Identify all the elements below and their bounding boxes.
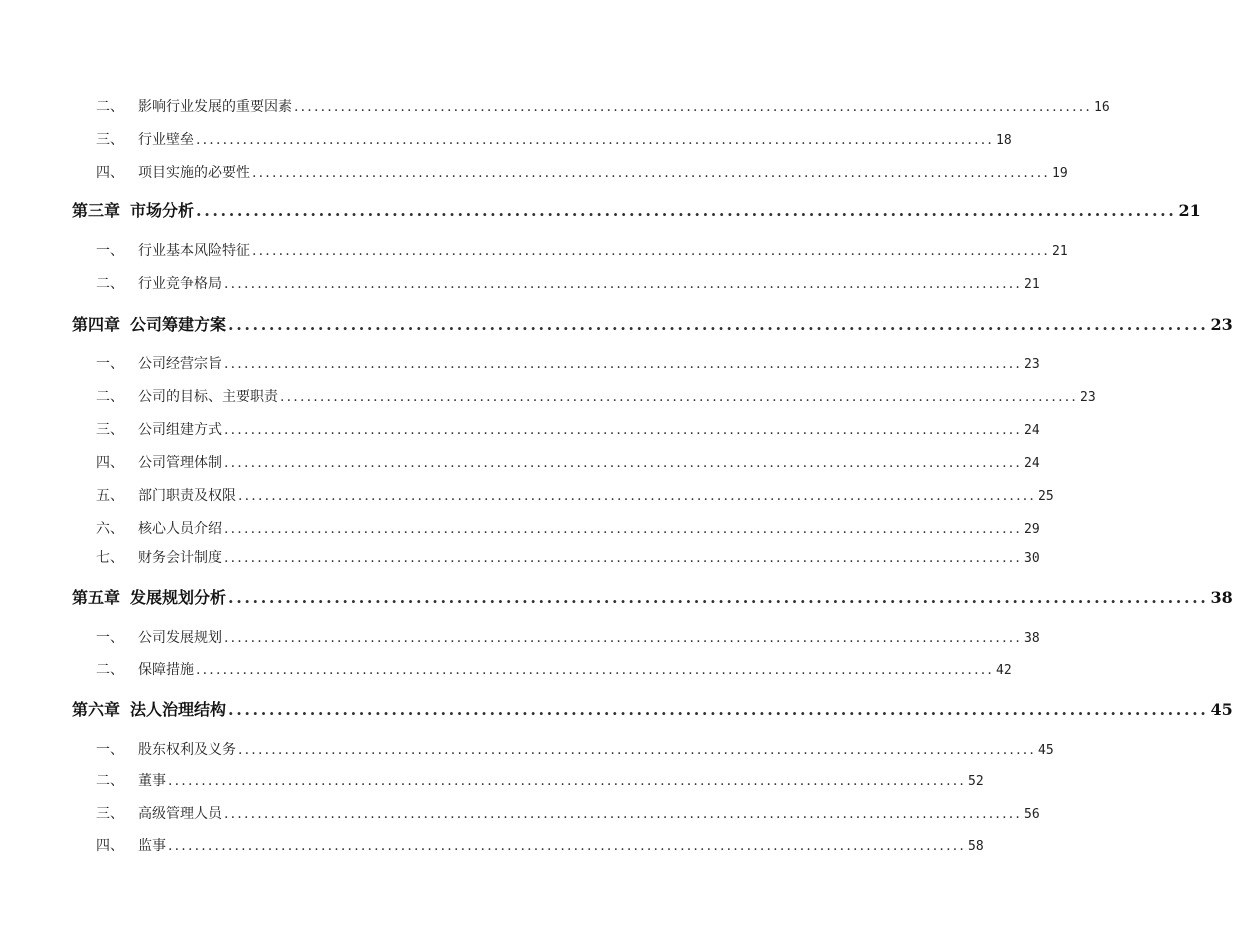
dot-leader: ........................................................................................................................ [238, 488, 1037, 504]
dot-leader: ........................................................................................................................ [224, 806, 1023, 822]
toc-entry[interactable] [96, 273, 1040, 293]
toc-entry-page: 38 [1024, 631, 1040, 646]
toc-entry[interactable] [96, 627, 1040, 647]
toc-chapter-title: 法人治理结构 [130, 700, 227, 719]
toc-entry[interactable] [96, 240, 1068, 260]
toc-entry-number: 四、 [96, 455, 124, 471]
toc-entry-number: 三、 [96, 132, 124, 148]
toc-entry-title: 财务会计制度 [138, 550, 222, 566]
toc-entry[interactable] [96, 547, 1040, 567]
toc-entry-title: 行业基本风险特征 [138, 243, 250, 259]
dot-leader: ........................................................................................................................ [196, 662, 995, 678]
toc-entry-page: 24 [1024, 456, 1040, 471]
dot-leader: ........................................................................................................................ [224, 422, 1023, 438]
dot-leader: ........................................................................................................................ [228, 315, 1209, 334]
dot-leader: ........................................................................................................................ [228, 588, 1209, 607]
toc-chapter-number: 第四章 [72, 315, 121, 334]
toc-entry-page: 45 [1038, 743, 1054, 758]
toc-entry-number: 五、 [96, 488, 124, 504]
toc-entry-title: 行业竞争格局 [138, 276, 222, 292]
toc-entry-page: 30 [1024, 551, 1040, 566]
toc-chapter-title: 公司筹建方案 [130, 315, 227, 334]
toc-entry-number: 二、 [96, 389, 124, 405]
toc-entry-number: 七、 [96, 550, 124, 566]
toc-entry-title: 影响行业发展的重要因素 [138, 99, 292, 115]
toc-entry-number: 一、 [96, 356, 124, 372]
dot-leader: ........................................................................................................................ [224, 276, 1023, 292]
dot-leader: ........................................................................................................................ [224, 521, 1023, 537]
toc-entry-page: 52 [968, 774, 984, 789]
toc-entry[interactable] [96, 659, 1012, 679]
dot-leader: ........................................................................................................................ [196, 132, 995, 148]
toc-entry-number: 一、 [96, 243, 124, 259]
toc-entry[interactable] [96, 835, 984, 855]
dot-leader: ........................................................................................................................ [238, 742, 1037, 758]
toc-chapter-page: 21 [1178, 201, 1201, 220]
toc-entry-number: 二、 [96, 773, 124, 789]
dot-leader: ........................................................................................................................ [280, 389, 1079, 405]
toc-entry-page: 56 [1024, 807, 1040, 822]
dot-leader: ........................................................................................................................ [294, 99, 1093, 115]
toc-entry-page: 21 [1052, 244, 1068, 259]
toc-chapter-entry[interactable] [72, 585, 1233, 608]
toc-entry-title: 公司组建方式 [138, 422, 222, 438]
toc-entry-page: 58 [968, 839, 984, 854]
toc-entry-title: 公司发展规划 [138, 630, 222, 646]
dot-leader: ........................................................................................................................ [196, 201, 1177, 220]
toc-entry-number: 二、 [96, 99, 124, 115]
toc-entry[interactable] [96, 770, 984, 790]
dot-leader: ........................................................................................................................ [168, 838, 967, 854]
dot-leader: ........................................................................................................................ [252, 165, 1051, 181]
toc-chapter-page: 38 [1210, 588, 1233, 607]
dot-leader: ........................................................................................................................ [224, 455, 1023, 471]
toc-entry-number: 三、 [96, 806, 124, 822]
toc-entry-title: 公司经营宗旨 [138, 356, 222, 372]
toc-entry-number: 四、 [96, 838, 124, 854]
toc-entry-number: 二、 [96, 276, 124, 292]
toc-entry-title: 部门职责及权限 [138, 488, 236, 504]
toc-entry-page: 19 [1052, 166, 1068, 181]
toc-entry-page: 21 [1024, 277, 1040, 292]
toc-entry-title: 公司的目标、主要职责 [138, 389, 278, 405]
dot-leader: ........................................................................................................................ [228, 700, 1209, 719]
toc-entry-title: 股东权利及义务 [138, 742, 236, 758]
toc-chapter-page: 45 [1210, 700, 1233, 719]
toc-entry[interactable] [96, 129, 1012, 149]
toc-chapter-title: 发展规划分析 [130, 588, 227, 607]
toc-entry-page: 42 [996, 663, 1012, 678]
toc-entry-title: 项目实施的必要性 [138, 165, 250, 181]
toc-chapter-entry[interactable] [72, 312, 1233, 335]
toc-entry-number: 三、 [96, 422, 124, 438]
toc-entry[interactable] [96, 386, 1096, 406]
toc-entry[interactable] [96, 739, 1054, 759]
dot-leader: ........................................................................................................................ [252, 243, 1051, 259]
toc-entry-number: 六、 [96, 521, 124, 537]
toc-entry-title: 高级管理人员 [138, 806, 222, 822]
toc-entry-page: 24 [1024, 423, 1040, 438]
toc-entry-page: 16 [1094, 100, 1110, 115]
toc-entry-number: 二、 [96, 662, 124, 678]
toc-entry[interactable] [96, 452, 1040, 472]
toc-chapter-entry[interactable] [72, 697, 1233, 720]
toc-chapter-number: 第三章 [72, 201, 121, 220]
toc-entry-title: 核心人员介绍 [138, 521, 222, 537]
toc-entry[interactable] [96, 803, 1040, 823]
toc-entry-page: 29 [1024, 522, 1040, 537]
toc-entry-page: 25 [1038, 489, 1054, 504]
toc-entry[interactable] [96, 485, 1054, 505]
toc-entry[interactable] [96, 419, 1040, 439]
toc-entry-title: 董事 [138, 773, 166, 789]
toc-entry-title: 公司管理体制 [138, 455, 222, 471]
toc-entry-page: 18 [996, 133, 1012, 148]
dot-leader: ........................................................................................................................ [224, 630, 1023, 646]
toc-entry-title: 保障措施 [138, 662, 194, 678]
toc-entry[interactable] [96, 162, 1068, 182]
toc-entry[interactable] [96, 518, 1040, 538]
toc-chapter-page: 23 [1210, 315, 1233, 334]
dot-leader: ........................................................................................................................ [168, 773, 967, 789]
toc-entry-number: 一、 [96, 630, 124, 646]
toc-entry[interactable] [96, 353, 1040, 373]
toc-entry-number: 四、 [96, 165, 124, 181]
dot-leader: ........................................................................................................................ [224, 356, 1023, 372]
toc-entry-page: 23 [1024, 357, 1040, 372]
toc-entry-title: 监事 [138, 838, 166, 854]
toc-entry[interactable] [96, 96, 1110, 116]
toc-entry-number: 一、 [96, 742, 124, 758]
toc-entry-page: 23 [1080, 390, 1096, 405]
toc-chapter-number: 第五章 [72, 588, 121, 607]
toc-chapter-title: 市场分析 [130, 201, 195, 220]
toc-chapter-entry[interactable] [72, 198, 1201, 221]
toc-entry-title: 行业壁垒 [138, 132, 194, 148]
toc-chapter-number: 第六章 [72, 700, 121, 719]
dot-leader: ........................................................................................................................ [224, 550, 1023, 566]
